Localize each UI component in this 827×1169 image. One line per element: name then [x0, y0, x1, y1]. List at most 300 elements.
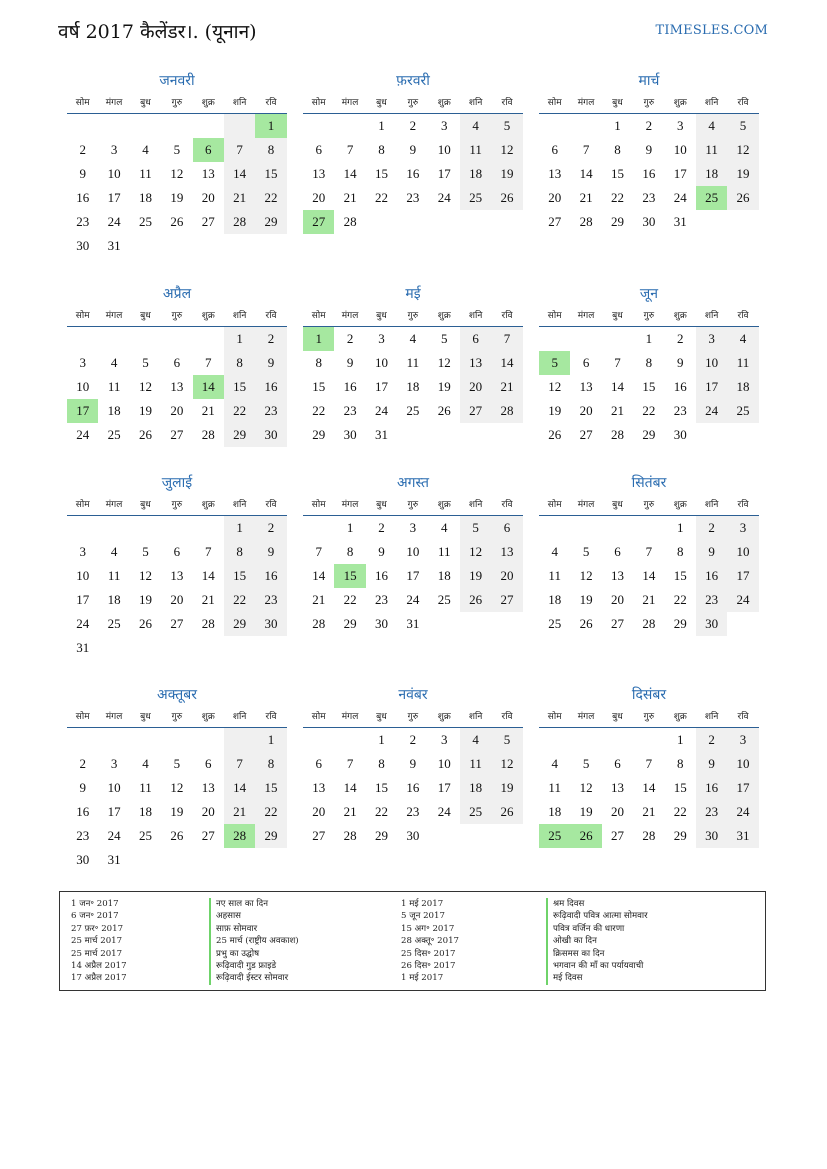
day-cell: 1: [255, 728, 286, 752]
day-cell: 17: [673, 166, 687, 181]
weekday-label: रवि: [265, 500, 277, 510]
empty-day: [334, 114, 365, 138]
day-cell: 21: [224, 186, 255, 210]
day-cell: 27: [170, 427, 184, 442]
weekday-label: मंगल: [341, 311, 359, 321]
month-name: दिसंबर: [631, 687, 667, 703]
weekday-label: सोम: [311, 500, 326, 510]
holiday-date: 1 मई 2017: [401, 899, 444, 909]
holiday-name: रूढ़िवादी गुड फ्राइडे: [209, 960, 299, 972]
day-cell: 27: [579, 427, 593, 442]
weekday-label: रवि: [265, 712, 277, 722]
day-cell: 14: [193, 375, 224, 399]
day-cell: 10: [727, 540, 758, 564]
day-cell: 22: [224, 588, 255, 612]
day-cell: 6: [315, 142, 322, 157]
empty-day: [161, 728, 192, 752]
holiday-list: [59, 891, 766, 991]
empty-day: [334, 728, 365, 752]
holiday-date: 15 अग॰ 2017: [401, 923, 455, 934]
holiday-name: 25 मार्च (राष्ट्रीय अवकाश): [209, 935, 299, 947]
weekday-label: मंगल: [341, 712, 359, 722]
day-cell: 13: [170, 568, 184, 583]
day-cell: 24: [107, 828, 121, 843]
weekday-label: शुक्र: [437, 500, 451, 510]
days-grid: [67, 327, 287, 447]
day-cell: 23: [343, 403, 357, 418]
day-cell: 4: [142, 756, 149, 771]
day-cell: 11: [727, 351, 758, 375]
day-cell: 7: [315, 544, 322, 559]
day-cell: 11: [548, 780, 561, 795]
month-name: सितंबर: [631, 475, 667, 491]
day-cell: 19: [437, 379, 451, 394]
day-cell: 6: [614, 756, 621, 771]
day-cell: 11: [548, 568, 561, 583]
weekday-header: [67, 709, 287, 728]
day-cell: 14: [579, 166, 593, 181]
day-cell: 19: [579, 592, 593, 607]
day-cell: 17: [727, 776, 758, 800]
day-cell: 28: [201, 616, 215, 631]
day-cell: 1: [224, 516, 255, 540]
weekday-label: गुरु: [171, 98, 183, 108]
weekday-label: गुरु: [171, 311, 183, 321]
day-cell: 15: [673, 568, 687, 583]
holiday-dates-col-1: [71, 898, 127, 985]
day-cell: 17: [727, 564, 758, 588]
day-cell: 7: [346, 756, 354, 771]
holiday-name: श्रम दिवस: [546, 898, 648, 910]
day-cell: 16: [673, 379, 687, 394]
days-grid: [67, 728, 287, 872]
holiday-name: क्रिसमस का दिन: [546, 948, 648, 960]
weekday-header: [303, 709, 523, 728]
day-cell: 3: [727, 516, 758, 540]
weekday-label: सोम: [311, 712, 326, 722]
day-cell: 8: [315, 355, 322, 370]
day-cell: 13: [201, 166, 215, 181]
day-cell: 22: [255, 186, 286, 210]
empty-day: [303, 114, 334, 138]
day-cell: 17: [76, 592, 90, 607]
day-cell: 19: [138, 403, 152, 418]
day-cell: 5: [441, 331, 448, 346]
day-cell: 6: [205, 756, 212, 771]
day-cell: 8: [224, 351, 255, 375]
day-cell: 2: [346, 331, 354, 346]
weekday-label: सोम: [311, 98, 326, 108]
day-cell: 14: [491, 351, 522, 375]
empty-day: [570, 728, 601, 752]
day-cell: 13: [201, 780, 215, 795]
holiday-date: 1 मई 2017: [401, 973, 444, 984]
day-cell: 16: [255, 564, 286, 588]
day-cell: 3: [696, 327, 727, 351]
day-cell: 8: [255, 752, 286, 776]
day-cell: 10: [406, 544, 420, 559]
weekday-label: गुरु: [643, 98, 655, 108]
day-cell: 23: [696, 588, 727, 612]
day-cell: 21: [201, 403, 215, 418]
day-cell: 11: [406, 355, 420, 370]
day-cell: 24: [696, 399, 727, 423]
day-cell: 11: [139, 780, 152, 795]
day-cell: 28: [642, 616, 656, 631]
day-cell: 4: [441, 520, 448, 535]
day-cell: 18: [107, 592, 121, 607]
day-cell: 9: [409, 142, 417, 157]
month-calendar: [67, 686, 287, 872]
day-cell: 8: [346, 544, 354, 559]
day-cell: 5: [142, 355, 149, 370]
days-grid: [539, 728, 759, 848]
empty-day: [98, 516, 129, 540]
day-cell: 3: [727, 728, 758, 752]
day-cell: 5: [142, 544, 149, 559]
day-cell: 7: [224, 752, 255, 776]
day-cell: 16: [406, 166, 420, 181]
empty-day: [130, 516, 161, 540]
holiday-name: रूढ़िवादी पवित्र आत्मा सोमवार: [546, 910, 648, 922]
day-cell: 26: [437, 403, 451, 418]
weekday-label: शुक्र: [437, 712, 451, 722]
day-cell: 5: [173, 142, 181, 157]
day-cell: 21: [579, 190, 593, 205]
empty-day: [67, 728, 98, 752]
day-cell: 3: [79, 355, 86, 370]
days-grid: [539, 327, 759, 447]
empty-day: [570, 327, 601, 351]
day-cell: 20: [610, 592, 624, 607]
day-cell: 10: [696, 351, 727, 375]
day-cell: 27: [170, 616, 184, 631]
day-cell: 29: [255, 210, 286, 234]
empty-day: [602, 516, 633, 540]
month-name: अप्रैल: [162, 286, 192, 302]
days-grid: [539, 516, 759, 636]
day-cell: 12: [548, 379, 562, 394]
day-cell: 22: [673, 592, 687, 607]
day-cell: 18: [548, 592, 562, 607]
days-grid: [303, 327, 523, 447]
day-cell: 17: [696, 375, 727, 399]
holiday-date: 27 फ़र॰ 2017: [71, 923, 124, 934]
empty-day: [130, 327, 161, 351]
day-cell: 29: [343, 616, 357, 631]
day-cell: 20: [201, 190, 215, 205]
day-cell: 14: [642, 780, 656, 795]
month-name: जुलाई: [161, 475, 193, 491]
days-grid: [539, 114, 759, 234]
day-cell: 4: [727, 327, 758, 351]
weekday-label: रवि: [501, 712, 513, 722]
holiday-names-col-1: [209, 898, 299, 985]
weekday-label: गुरु: [407, 500, 419, 510]
day-cell: 26: [170, 214, 184, 229]
weekday-label: गुरु: [643, 500, 655, 510]
day-cell: 2: [255, 516, 286, 540]
day-cell: 30: [696, 612, 727, 636]
empty-day: [570, 516, 601, 540]
day-cell: 11: [460, 752, 491, 776]
day-cell: 12: [170, 780, 184, 795]
day-cell: 27: [460, 399, 491, 423]
day-cell: 5: [582, 756, 590, 771]
day-cell: 3: [441, 732, 448, 747]
day-cell: 6: [491, 516, 522, 540]
empty-day: [602, 327, 633, 351]
day-cell: 2: [255, 327, 286, 351]
holiday-name: रूढ़िवादी ईस्टर सोमवार: [209, 972, 299, 984]
day-cell: 14: [312, 568, 326, 583]
day-cell: 30: [343, 427, 357, 442]
day-cell: 20: [312, 804, 326, 819]
day-cell: 2: [409, 118, 417, 133]
day-cell: 18: [696, 162, 727, 186]
day-cell: 30: [76, 238, 90, 253]
empty-day: [539, 516, 570, 540]
day-cell: 9: [696, 540, 727, 564]
weekday-label: मंगल: [105, 712, 123, 722]
day-cell: 10: [673, 142, 687, 157]
day-cell: 19: [138, 592, 152, 607]
day-cell: 31: [374, 427, 388, 442]
day-cell: 3: [79, 544, 86, 559]
day-cell: 1: [614, 118, 621, 133]
day-cell: 19: [460, 564, 491, 588]
day-cell: 19: [491, 776, 522, 800]
day-cell: 13: [312, 166, 326, 181]
days-grid: [303, 728, 523, 848]
day-cell: 14: [610, 379, 624, 394]
holiday-date: 6 जन॰ 2017: [71, 911, 119, 922]
day-cell: 21: [642, 804, 656, 819]
day-cell: 21: [343, 804, 357, 819]
day-cell: 28: [343, 214, 357, 229]
day-cell: 14: [642, 568, 656, 583]
day-cell: 25: [460, 186, 491, 210]
weekday-label: सोम: [75, 500, 90, 510]
day-cell: 28: [642, 828, 656, 843]
day-cell: 8: [255, 138, 286, 162]
day-cell: 22: [312, 403, 326, 418]
day-cell: 23: [696, 800, 727, 824]
weekday-label: गुरु: [171, 500, 183, 510]
empty-day: [303, 516, 334, 540]
day-cell: 19: [491, 162, 522, 186]
day-cell: 1: [224, 327, 255, 351]
weekday-label: बुध: [376, 712, 387, 722]
day-cell: 12: [579, 780, 593, 795]
day-cell: 22: [610, 190, 624, 205]
month-calendar: [67, 72, 287, 258]
empty-day: [67, 516, 98, 540]
day-cell: 16: [696, 564, 727, 588]
day-cell: 12: [579, 568, 593, 583]
empty-day: [67, 327, 98, 351]
day-cell: 15: [374, 780, 388, 795]
holiday-names-col-2: [546, 898, 648, 985]
day-cell: 20: [491, 564, 522, 588]
day-cell: 6: [315, 756, 322, 771]
day-cell: 24: [374, 403, 388, 418]
day-cell: 30: [696, 824, 727, 848]
day-cell: 12: [437, 355, 451, 370]
weekday-label: शुक्र: [201, 311, 215, 321]
weekday-label: मंगल: [577, 500, 595, 510]
weekday-label: गुरु: [643, 712, 655, 722]
day-cell: 25: [107, 616, 121, 631]
day-cell: 25: [138, 214, 152, 229]
weekday-label: रवि: [501, 311, 513, 321]
day-cell: 4: [551, 544, 558, 559]
day-cell: 7: [205, 355, 212, 370]
day-cell: 9: [696, 752, 727, 776]
day-cell: 23: [642, 190, 656, 205]
month-calendar: [539, 285, 759, 447]
holiday-date: 14 अप्रैल 2017: [71, 960, 127, 971]
empty-day: [539, 728, 570, 752]
weekday-label: सोम: [547, 98, 562, 108]
weekday-header: [539, 497, 759, 516]
holiday-date: 28 अक्तू॰ 2017: [401, 936, 459, 947]
day-cell: 24: [437, 190, 451, 205]
day-cell: 10: [374, 355, 388, 370]
weekday-header: [67, 308, 287, 327]
month-calendar: [303, 72, 523, 234]
weekday-label: सोम: [547, 500, 562, 510]
weekday-label: शुक्र: [437, 311, 451, 321]
day-cell: 14: [343, 780, 357, 795]
weekday-label: सोम: [75, 712, 90, 722]
day-cell: 8: [378, 142, 385, 157]
empty-day: [67, 114, 98, 138]
day-cell: 21: [642, 592, 656, 607]
day-cell: 20: [170, 403, 184, 418]
day-cell: 11: [107, 379, 121, 394]
day-cell: 5: [491, 728, 522, 752]
month-name: अगस्त: [396, 475, 429, 491]
day-cell: 2: [696, 516, 727, 540]
month-calendar: [539, 686, 759, 848]
day-cell: 1: [378, 118, 385, 133]
empty-day: [539, 327, 570, 351]
day-cell: 9: [255, 540, 286, 564]
day-cell: 8: [224, 540, 255, 564]
day-cell: 10: [107, 780, 121, 795]
day-cell: 4: [409, 331, 417, 346]
month-calendar: [539, 72, 759, 234]
month-calendar: [303, 285, 523, 447]
day-cell: 22: [642, 403, 656, 418]
day-cell: 5: [491, 114, 522, 138]
month-name: अक्तूबर: [157, 687, 197, 703]
day-cell: 20: [460, 375, 491, 399]
weekday-label: बुध: [140, 712, 151, 722]
day-cell: 20: [548, 190, 562, 205]
day-cell: 5: [539, 351, 570, 375]
day-cell: 18: [548, 804, 562, 819]
day-cell: 23: [255, 588, 286, 612]
weekday-label: रवि: [265, 98, 277, 108]
day-cell: 16: [76, 804, 90, 819]
day-cell: 6: [193, 138, 224, 162]
day-cell: 30: [374, 616, 388, 631]
weekday-label: गुरु: [171, 712, 183, 722]
day-cell: 18: [138, 190, 152, 205]
day-cell: 14: [224, 162, 255, 186]
day-cell: 10: [107, 166, 121, 181]
day-cell: 4: [460, 114, 491, 138]
day-cell: 27: [303, 210, 334, 234]
day-cell: 17: [406, 568, 420, 583]
weekday-label: सोम: [311, 311, 326, 321]
holiday-name: पवित्र वर्जिन की धारणा: [546, 923, 648, 935]
weekday-label: शनि: [232, 311, 247, 321]
day-cell: 21: [201, 592, 215, 607]
day-cell: 12: [491, 138, 522, 162]
day-cell: 22: [374, 190, 388, 205]
month-name: जनवरी: [159, 73, 195, 89]
day-cell: 7: [224, 138, 255, 162]
day-cell: 11: [139, 166, 152, 181]
weekday-header: [539, 308, 759, 327]
day-cell: 16: [255, 375, 286, 399]
weekday-label: रवि: [737, 98, 749, 108]
holiday-name: भगवान की माँ का पर्यायवाची: [546, 960, 648, 972]
day-cell: 6: [173, 544, 181, 559]
day-cell: 25: [548, 616, 562, 631]
day-cell: 26: [548, 427, 562, 442]
weekday-label: शुक्र: [201, 712, 215, 722]
day-cell: 29: [312, 427, 326, 442]
day-cell: 16: [374, 568, 388, 583]
day-cell: 3: [378, 331, 385, 346]
empty-day: [130, 114, 161, 138]
empty-day: [602, 728, 633, 752]
day-cell: 22: [673, 804, 687, 819]
day-cell: 29: [374, 828, 388, 843]
weekday-label: शुक्र: [673, 98, 687, 108]
day-cell: 13: [610, 568, 624, 583]
day-cell: 15: [642, 379, 656, 394]
holiday-name: ओखी का दिन: [546, 935, 648, 947]
month-name: मार्च: [638, 73, 660, 89]
day-cell: 27: [201, 828, 215, 843]
day-cell: 29: [224, 612, 255, 636]
weekday-label: सोम: [75, 98, 90, 108]
day-cell: 22: [224, 399, 255, 423]
day-cell: 13: [579, 379, 593, 394]
day-cell: 29: [642, 427, 656, 442]
day-cell: 6: [614, 544, 621, 559]
month-calendar: [67, 285, 287, 447]
day-cell: 10: [76, 568, 90, 583]
day-cell: 14: [343, 166, 357, 181]
day-cell: 27: [312, 828, 326, 843]
days-grid: [67, 114, 287, 258]
day-cell: 23: [374, 592, 388, 607]
day-cell: 15: [224, 564, 255, 588]
day-cell: 9: [409, 756, 417, 771]
weekday-label: शनि: [704, 98, 719, 108]
weekday-label: बुध: [376, 98, 387, 108]
day-cell: 16: [76, 190, 90, 205]
day-cell: 29: [224, 423, 255, 447]
weekday-label: मंगल: [577, 98, 595, 108]
brand-link[interactable]: TIMESLES.COM: [655, 23, 768, 38]
